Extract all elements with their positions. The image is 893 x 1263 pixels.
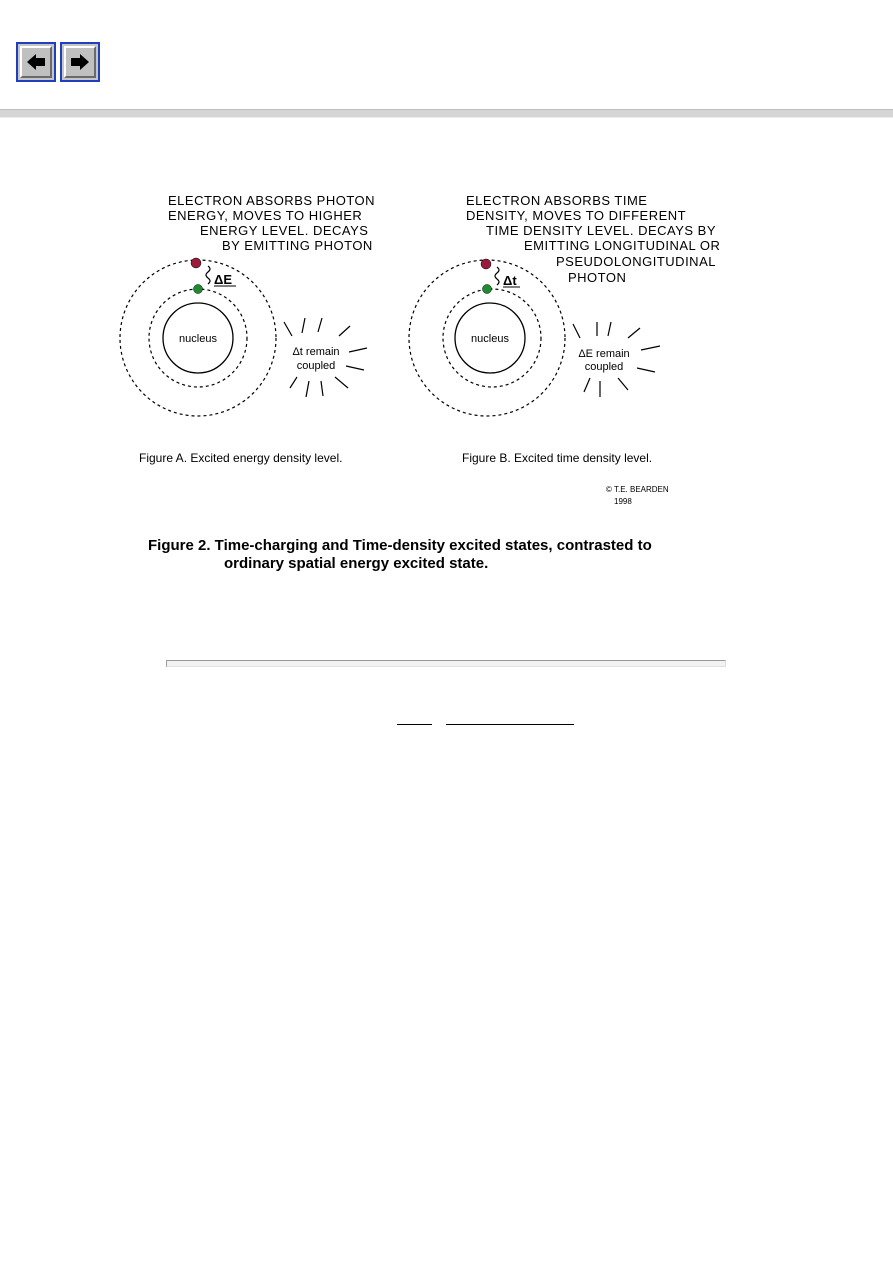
figure-a-heading — [168, 193, 375, 253]
nucleus-label-b: nucleus — [471, 333, 509, 345]
link-underline[interactable] — [397, 724, 432, 725]
copyright-line: © T.E. BEARDEN — [606, 485, 669, 494]
figure-b — [409, 193, 720, 465]
brace-icon — [495, 267, 499, 285]
figure-b-heading — [466, 193, 720, 285]
figure-b-heading-line: PSEUDOLONGITUDINAL — [556, 254, 716, 269]
figure-b-heading-line: ELECTRON ABSORBS TIME — [466, 193, 648, 208]
copyright-year: 1998 — [614, 497, 632, 506]
delta-label-a: ΔE — [214, 272, 233, 287]
excited-electron-a — [191, 258, 201, 268]
figure-a — [120, 193, 375, 465]
figure-a-heading-line: BY EMITTING PHOTON — [222, 238, 373, 253]
figure-b-heading-line: DENSITY, MOVES TO DIFFERENT — [466, 208, 687, 223]
figure-b-heading-line: PHOTON — [568, 270, 627, 285]
excited-electron-b — [481, 259, 491, 269]
ground-electron-a — [194, 285, 203, 294]
figure-a-heading-line: ELECTRON ABSORBS PHOTON — [168, 193, 376, 208]
caption-line-1: Figure 2. Time-charging and Time-density excited states, contrasted to — [148, 537, 652, 554]
delta-label-b: Δt — [503, 273, 517, 288]
figure-a-heading-line: ENERGY LEVEL. DECAYS — [200, 223, 369, 238]
coupling-label-b: coupled — [584, 361, 624, 373]
coupling-label-b: ΔE remain — [578, 348, 630, 360]
caption-line-2: ordinary spatial energy excited state. — [224, 555, 489, 572]
figure-b-caption: Figure B. Excited time density level. — [462, 451, 653, 465]
coupling-label-a: coupled — [296, 360, 336, 372]
ground-electron-b — [483, 285, 492, 294]
horizontal-rule — [166, 660, 726, 667]
nucleus-label-a: nucleus — [179, 333, 217, 345]
figure-b-heading-line: EMITTING LONGITUDINAL OR — [524, 238, 721, 253]
coupling-label-a: Δt remain — [292, 346, 340, 358]
figure-caption — [148, 537, 768, 573]
figure-diagram — [0, 0, 893, 530]
brace-icon — [206, 266, 210, 284]
figure-b-heading-line: TIME DENSITY LEVEL. DECAYS BY — [486, 223, 717, 238]
figure-a-heading-line: ENERGY, MOVES TO HIGHER — [168, 208, 363, 223]
figure-a-caption: Figure A. Excited energy density level. — [139, 451, 343, 465]
link-underline[interactable] — [446, 724, 574, 725]
